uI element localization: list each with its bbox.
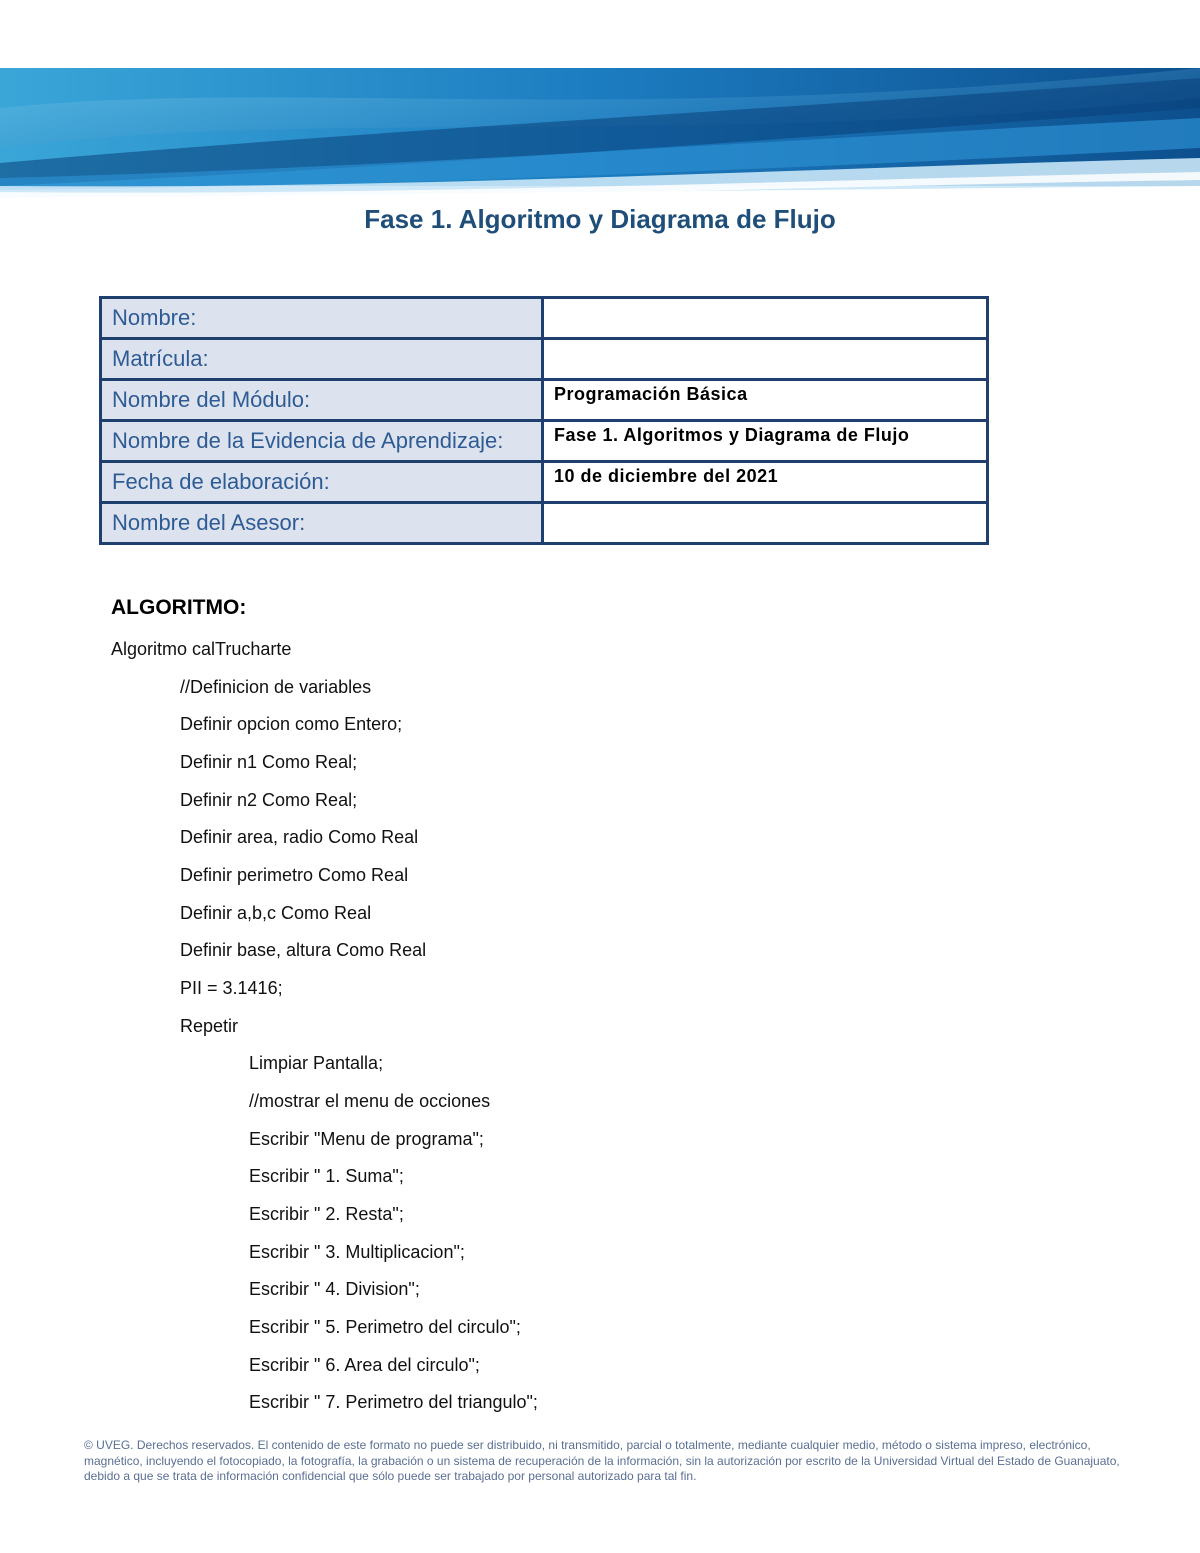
- table-row: [101, 462, 988, 503]
- table-row: [101, 503, 988, 544]
- code-line: Algoritmo calTrucharte: [111, 639, 292, 659]
- label-modulo: Nombre del Módulo:: [101, 380, 543, 421]
- table-row: [101, 339, 988, 380]
- code-line: Escribir " 2. Resta";: [249, 1204, 404, 1224]
- code-line: Escribir " 7. Perimetro del triangulo";: [249, 1392, 538, 1412]
- code-line: //mostrar el menu de occiones: [249, 1091, 491, 1111]
- table-row: [101, 380, 988, 421]
- code-line: Limpiar Pantalla;: [249, 1053, 384, 1073]
- value-modulo: Programación Básica: [543, 380, 988, 421]
- value-fecha: 10 de diciembre del 2021: [543, 462, 988, 503]
- table-row: [101, 298, 988, 339]
- value-evidencia: Fase 1. Algoritmos y Diagrama de Flujo: [543, 421, 988, 462]
- code-line: Escribir " 6. Area del circulo";: [249, 1355, 480, 1375]
- code-line: Definir base, altura Como Real: [180, 940, 427, 960]
- code-line: Definir n1 Como Real;: [180, 752, 358, 772]
- document-title: Fase 1. Algoritmo y Diagrama de Flujo: [364, 204, 836, 234]
- code-line: Definir opcion como Entero;: [180, 714, 403, 734]
- value-asesor: [543, 503, 988, 544]
- table-row: [101, 421, 988, 462]
- label-asesor: Nombre del Asesor:: [101, 503, 543, 544]
- code-line: //Definicion de variables: [180, 677, 372, 697]
- code-line: Definir a,b,c Como Real: [180, 903, 372, 923]
- code-line: Escribir " 3. Multiplicacion";: [249, 1242, 465, 1262]
- code-line: Escribir " 1. Suma";: [249, 1166, 404, 1186]
- label-fecha: Fecha de elaboración:: [101, 462, 543, 503]
- code-line: Escribir " 5. Perimetro del circulo";: [249, 1317, 521, 1337]
- code-line: Repetir: [180, 1016, 239, 1036]
- code-line: Escribir " 4. Division";: [249, 1279, 420, 1299]
- code-line: PII = 3.1416;: [180, 978, 283, 998]
- code-line: Definir area, radio Como Real: [180, 827, 419, 847]
- label-evidencia: Nombre de la Evidencia de Aprendizaje:: [101, 421, 543, 462]
- student-info-table: [99, 296, 989, 545]
- algorithm-heading: ALGORITMO:: [111, 596, 247, 619]
- code-line: Definir perimetro Como Real: [180, 865, 409, 885]
- value-matricula: [543, 339, 988, 380]
- code-line: Definir n2 Como Real;: [180, 790, 358, 810]
- label-matricula: Matrícula:: [101, 339, 543, 380]
- code-line: Escribir "Menu de programa";: [249, 1129, 484, 1149]
- header-banner: [0, 68, 1200, 214]
- value-nombre: [543, 298, 988, 339]
- copyright-footer: © UVEG. Derechos reservados. El contenido de este formato no puede ser distribuido, ni transmitido, parcial o totalmente, mediante cualquier medio, método o sistema impreso, electrónico, magnético, incluyendo el fotocopiado, la fotografía, la grabación o un sistema de recuperación de la información, sin la autorización por escrito de la Universidad Virtual del Estado de Guanajuato, debido a que se trata de información confidencial que sólo puede ser trabajado por personal autorizado para tal fin.: [84, 1438, 1120, 1483]
- label-nombre: Nombre:: [101, 298, 543, 339]
